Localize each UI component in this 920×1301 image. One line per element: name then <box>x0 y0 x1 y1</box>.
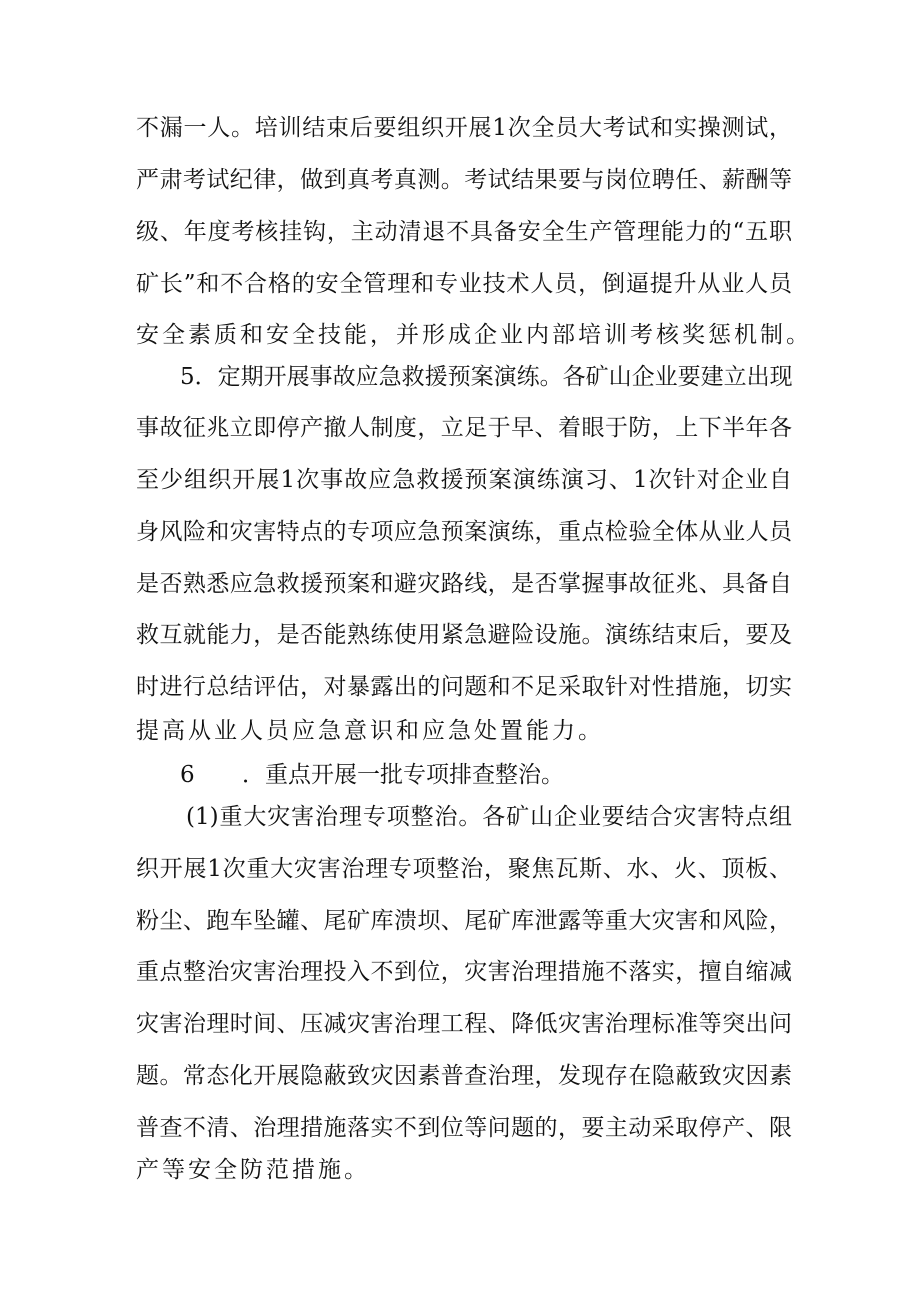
paragraph-line: 不漏一人。培训结束后要组织开展1次全员大考试和实操测试， <box>136 115 792 141</box>
paragraph-line: 粉尘、跑车坠罐、尾矿库溃坝、尾矿库泄露等重大灾害和风险， <box>136 908 792 934</box>
paragraph-line: 救互就能力，是否能熟练使用紧急避险设施。演练结束后，要及 <box>136 622 792 648</box>
section-number: 6 <box>180 762 195 788</box>
paragraph-line: 产等安全防范措施。 <box>136 1157 370 1183</box>
paragraph-line: 事故征兆立即停产撤人制度，立足于早、着眼于防，上下半年各 <box>136 415 792 441</box>
paragraph-line: 织开展1次重大灾害治理专项整治，聚焦瓦斯、水、火、顶板、 <box>136 856 792 882</box>
paragraph-line: 普查不清、治理措施落实不到位等问题的，要主动采取停产、限 <box>136 1115 792 1141</box>
paragraph-line: 至少组织开展1次事故应急救援预案演练演习、1次针对企业自 <box>136 467 792 493</box>
paragraph-line: (1)重大灾害治理专项整治。各矿山企业要结合灾害特点组 <box>186 804 792 830</box>
paragraph-line: 矿长”和不合格的安全管理和专业技术人员，倒逼提升从业人员 <box>136 271 792 297</box>
paragraph-line: 灾害治理时间、压减灾害治理工程、降低灾害治理标准等突出问 <box>136 1011 792 1037</box>
paragraph-line: 重点整治灾害治理投入不到位，灾害治理措施不落实，擅自缩减 <box>136 959 792 985</box>
paragraph-line: 安全素质和安全技能，并形成企业内部培训考核奖惩机制。 <box>136 322 812 348</box>
section-heading-text: ．重点开展一批专项排查整治。 <box>242 762 564 788</box>
paragraph-line: 提高从业人员应急意识和应急处置能力。 <box>136 718 604 744</box>
paragraph-line: 5．定期开展事故应急救援预案演练。各矿山企业要建立出现 <box>180 364 793 390</box>
paragraph-line: 是否熟悉应急救援预案和避灾路线，是否掌握事故征兆、具备自 <box>136 571 792 597</box>
paragraph-line: 严肃考试纪律，做到真考真测。考试结果要与岗位聘任、薪酬等 <box>136 167 792 193</box>
paragraph-line: 身风险和灾害特点的专项应急预案演练，重点检验全体从业人员 <box>136 519 792 545</box>
paragraph-line: 时进行总结评估，对暴露出的问题和不足采取针对性措施，切实 <box>136 674 792 700</box>
paragraph-line: 题。常态化开展隐蔽致灾因素普查治理，发现存在隐蔽致灾因素 <box>136 1063 792 1089</box>
paragraph-line: 级、年度考核挂钩，主动清退不具备安全生产管理能力的“五职 <box>136 219 792 245</box>
section-heading-6 <box>180 755 792 795</box>
